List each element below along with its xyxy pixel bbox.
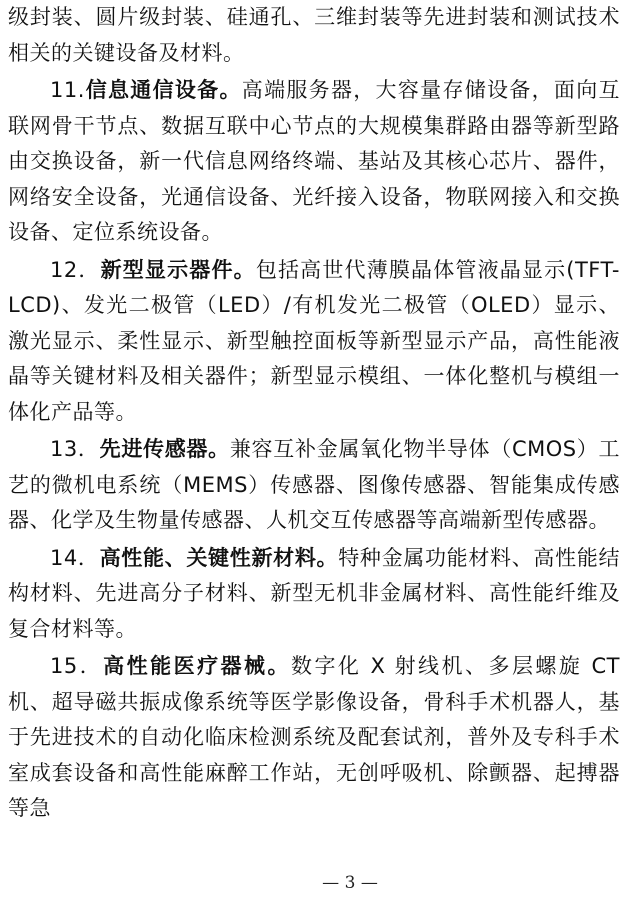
item-15-heading: 高性能医疗器械。 bbox=[103, 654, 291, 678]
page-footer bbox=[0, 873, 640, 893]
footer-dash-left: — bbox=[322, 873, 340, 893]
item-12-text: 包括高世代薄膜晶体管液晶显示(TFT-LCD)、发光二极管（LED）/有机发光二极管（OLED）显示、激光显示、柔性显示、新型触控面板等新型显示产品，高性能液晶等关键材料及相关器件；新型显示模组、一体化整机与模组一体化产品等。 bbox=[8, 257, 620, 424]
item-15-paragraph bbox=[8, 649, 620, 827]
item-13-text: 兼容互补金属氧化物半导体（CMOS）工艺的微机电系统（MEMS）传感器、图像传感器、智能集成传感器、化学及生物量传感器、人机交互传感器等高端新型传感器。 bbox=[8, 437, 620, 532]
footer-dash-right: — bbox=[360, 873, 378, 893]
item-14-heading: 高性能、关键性新材料。 bbox=[99, 545, 339, 570]
item-11-heading: 信息通信设备。 bbox=[84, 78, 242, 102]
document-page bbox=[8, 0, 620, 827]
item-15-number: 15． bbox=[50, 654, 104, 678]
item-13-heading: 先进传感器。 bbox=[99, 437, 230, 461]
item-13-number: 13． bbox=[50, 437, 100, 461]
item-12-paragraph bbox=[8, 253, 620, 431]
item-12-number: 12． bbox=[50, 257, 101, 282]
item-14-paragraph bbox=[8, 541, 620, 648]
intro-paragraph: 级封装、圆片级封装、硅通孔、三维封装等先进封装和测试技术相关的关键设备及材料。 bbox=[8, 5, 620, 65]
item-15-text: 数字化 X 射线机、多层螺旋 CT 机、超导磁共振成像系统等医学影像设备，骨科手术机器人，基于先进技术的自动化临床检测系统及配套试剂，普外及专科手术室成套设备和高性能麻醉工作站，无创呼吸机、除颤器、起搏器等急 bbox=[8, 654, 620, 820]
item-14-number: 14． bbox=[50, 545, 100, 570]
item-13-paragraph bbox=[8, 432, 620, 539]
item-11-text: 高端服务器，大容量存储设备，面向互联网骨干节点、数据互联中心节点的大规模集群路由器等新型路由交换设备，新一代信息网络终端、基站及其核心芯片、器件，网络安全设备，光通信设备、光纤接入设备，物联网接入和交换设备、定位系统设备。 bbox=[8, 78, 621, 244]
item-14-text: 特种金属功能材料、高性能结构材料、先进高分子材料、新型无机非金属材料、高性能纤维及复合材料等。 bbox=[8, 545, 621, 641]
item-11-paragraph bbox=[8, 73, 620, 251]
item-11-number: 11. bbox=[50, 78, 85, 102]
page-number: 3 bbox=[344, 873, 356, 893]
item-12-heading: 新型显示器件。 bbox=[100, 257, 256, 282]
